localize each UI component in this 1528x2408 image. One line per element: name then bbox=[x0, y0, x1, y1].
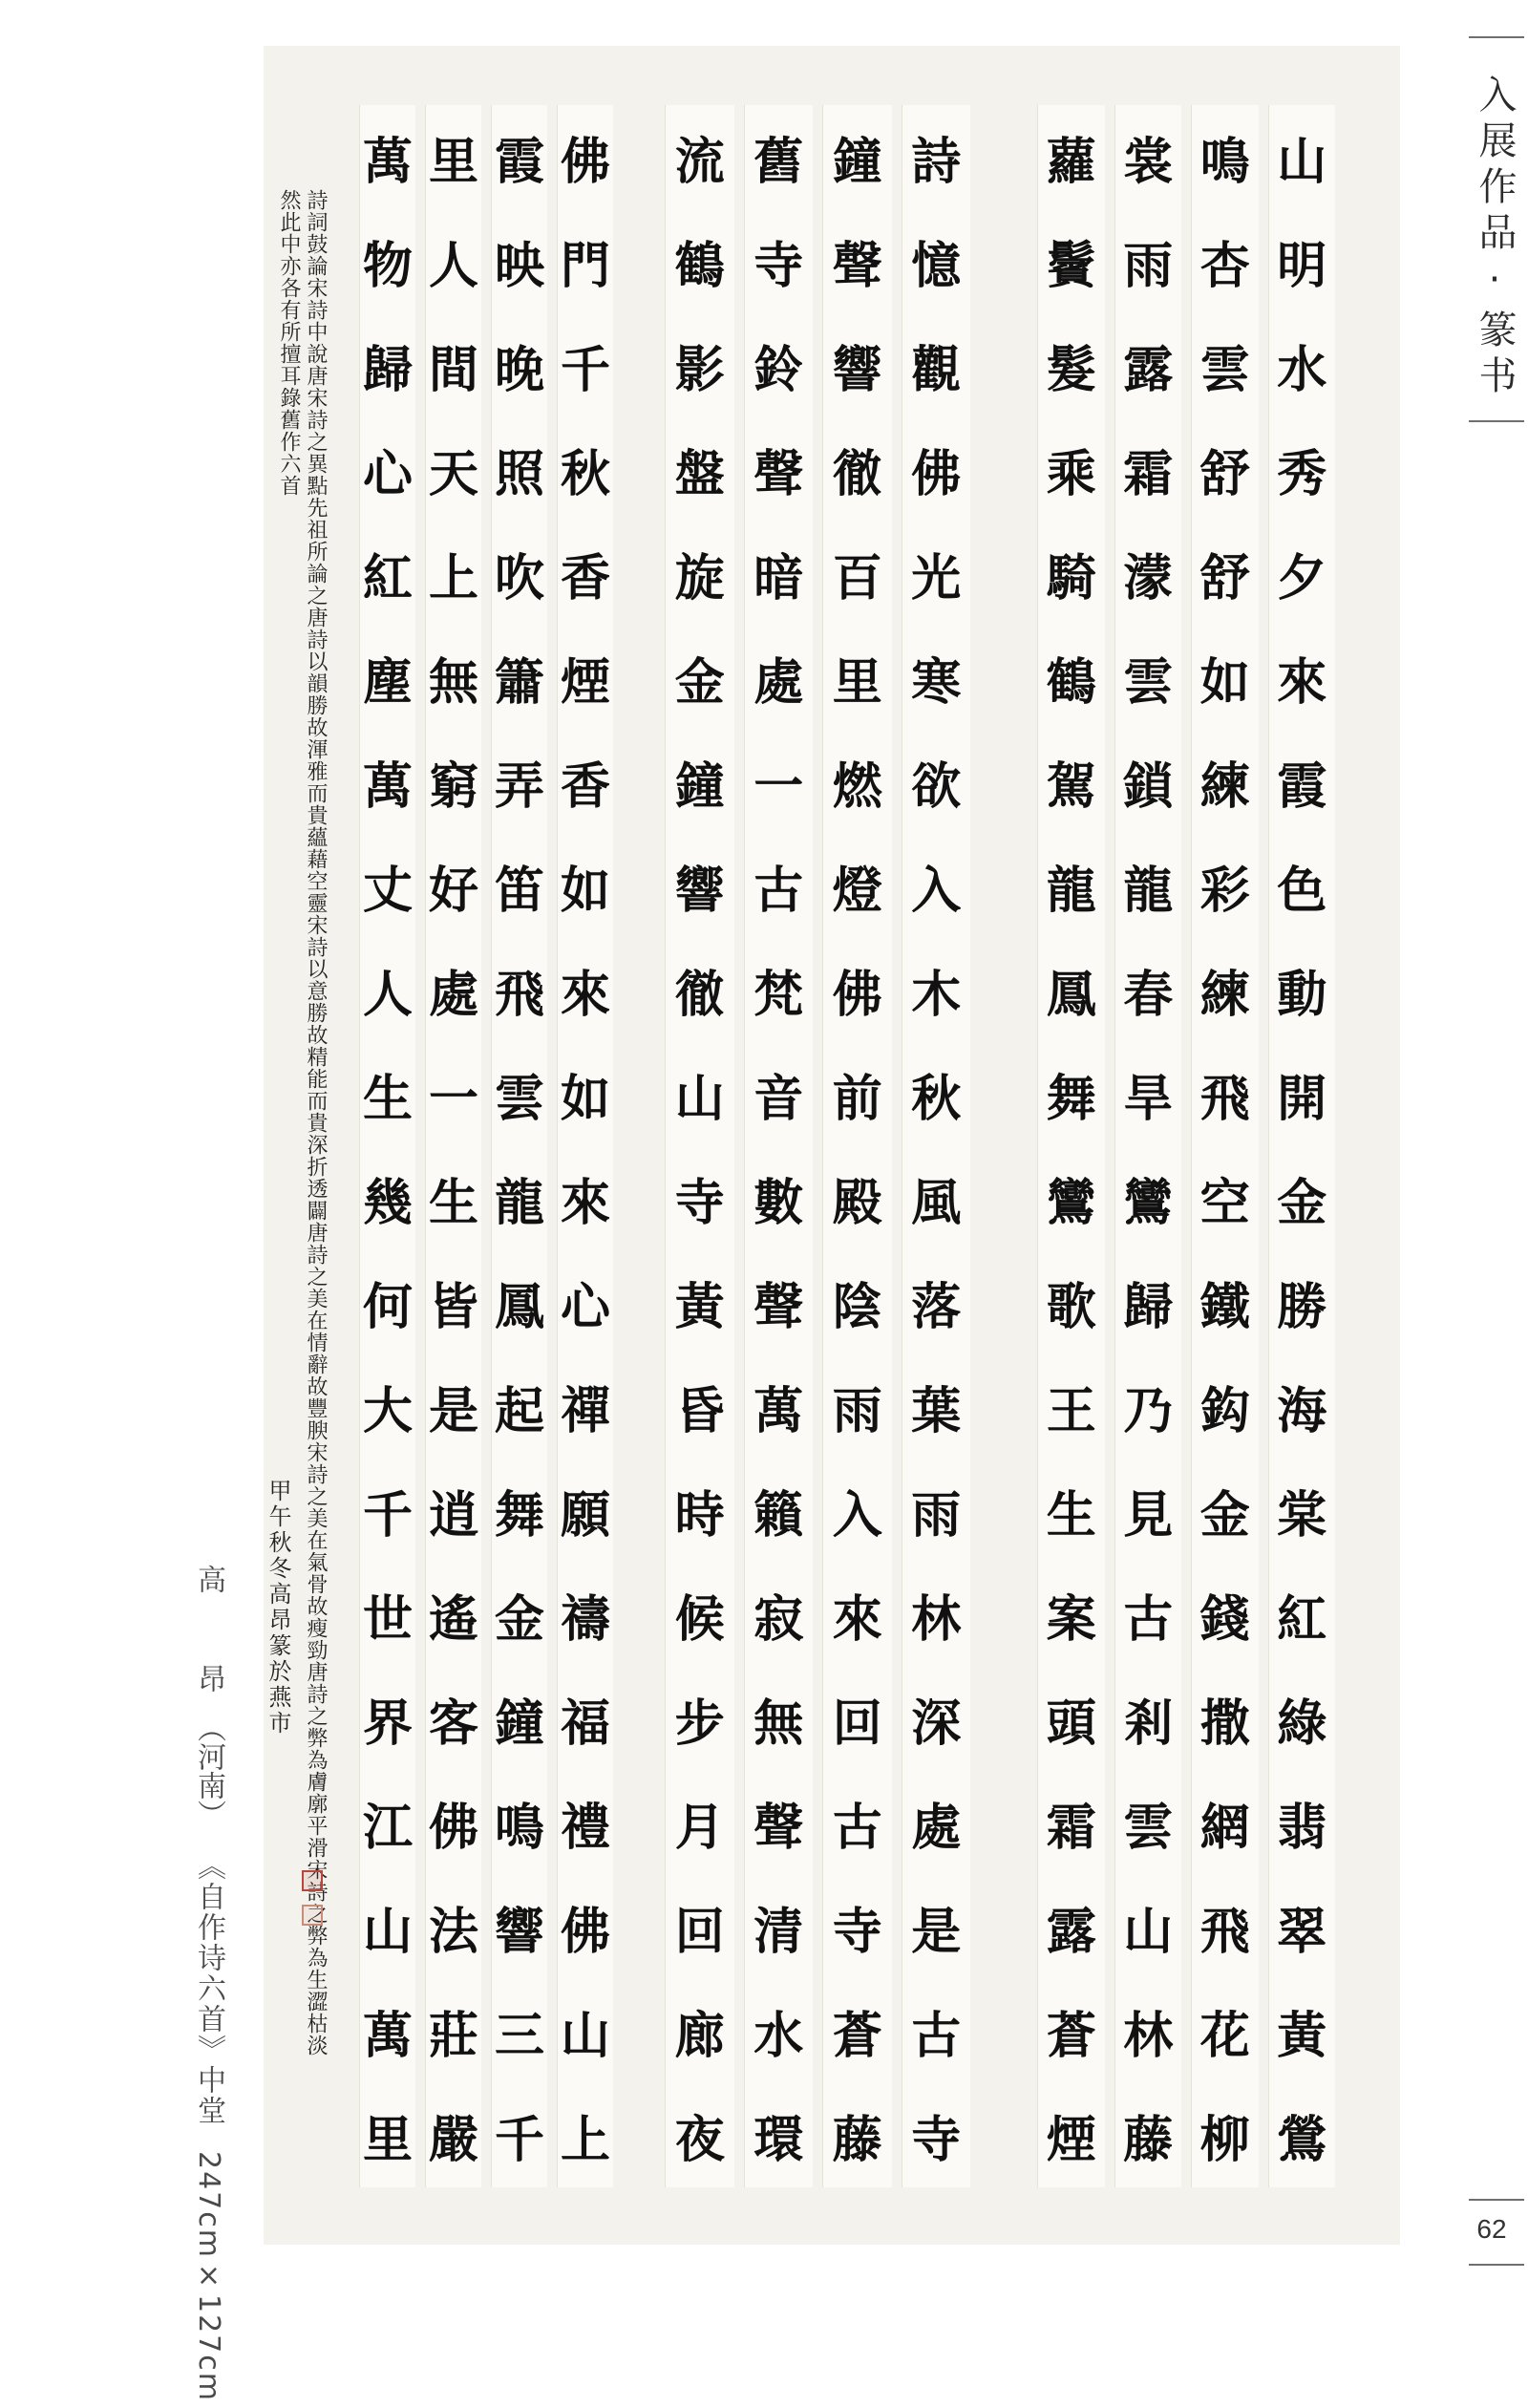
seal-script-glyph: 香 bbox=[557, 730, 613, 834]
seal-script-glyph: 上 bbox=[425, 522, 481, 626]
seal-script-glyph: 撒 bbox=[1191, 1667, 1259, 1771]
seal-script-glyph: 門 bbox=[557, 209, 613, 313]
seal-script-glyph: 里 bbox=[822, 626, 892, 730]
work-title: 《自作诗六首》中堂 bbox=[192, 1851, 225, 2126]
seal-script-glyph: 聲 bbox=[822, 209, 892, 313]
seal-script-glyph: 夜 bbox=[665, 2083, 734, 2187]
seal-script-glyph: 寺 bbox=[665, 1146, 734, 1250]
seal-script-glyph: 山 bbox=[665, 1042, 734, 1146]
seal-script-glyph: 雨 bbox=[1114, 209, 1182, 313]
seal-script-glyph: 欲 bbox=[902, 730, 971, 834]
seal-script-glyph: 天 bbox=[425, 417, 481, 522]
seal-script-glyph: 歌 bbox=[1037, 1250, 1105, 1354]
seal-script-glyph: 黃 bbox=[1268, 1979, 1336, 2083]
seal-script-glyph: 春 bbox=[1114, 938, 1182, 1042]
seal-script-glyph: 流 bbox=[665, 105, 734, 209]
seal-script-glyph: 萬 bbox=[359, 730, 415, 834]
seal-script-glyph: 寺 bbox=[822, 1875, 892, 1979]
seal-script-glyph: 鳴 bbox=[491, 1771, 547, 1875]
seal-script-glyph: 古 bbox=[902, 1979, 971, 2083]
artist-signature: 甲午秋冬高昂篆於燕市 bbox=[265, 1479, 291, 1737]
seal-script-glyph: 鈴 bbox=[744, 313, 814, 417]
seal-script-glyph: 映 bbox=[491, 209, 547, 313]
seal-script-glyph: 界 bbox=[359, 1667, 415, 1771]
seal-script-glyph: 霜 bbox=[1114, 417, 1182, 522]
seal-script-glyph: 塵 bbox=[359, 626, 415, 730]
seal-script-glyph: 好 bbox=[425, 834, 481, 938]
seal-script-glyph: 寺 bbox=[744, 209, 814, 313]
seal-script-glyph: 人 bbox=[359, 938, 415, 1042]
work-dimensions: 247cm×127cm bbox=[192, 2151, 225, 2402]
seal-script-glyph: 聲 bbox=[744, 1250, 814, 1354]
seal-script-glyph: 候 bbox=[665, 1563, 734, 1667]
seal-script-glyph: 盤 bbox=[665, 417, 734, 522]
seal-script-glyph: 陰 bbox=[822, 1250, 892, 1354]
seal-script-glyph: 翡 bbox=[1268, 1771, 1336, 1875]
seal-script-glyph: 客 bbox=[425, 1667, 481, 1771]
seal-script-glyph: 寺 bbox=[902, 2083, 971, 2187]
calligraphy-artwork bbox=[264, 46, 1400, 2245]
seal-script-glyph: 鐵 bbox=[1191, 1250, 1259, 1354]
seal-script-glyph: 無 bbox=[744, 1667, 814, 1771]
header-top-rule bbox=[1469, 36, 1524, 38]
seal-script-glyph: 響 bbox=[491, 1875, 547, 1979]
seal-script-glyph: 千 bbox=[557, 313, 613, 417]
seal-script-glyph: 煙 bbox=[1037, 2083, 1105, 2187]
seal-script-glyph: 歸 bbox=[359, 313, 415, 417]
seal-script-glyph: 里 bbox=[425, 105, 481, 209]
seal-script-glyph: 金 bbox=[665, 626, 734, 730]
seal-script-glyph: 林 bbox=[1114, 1979, 1182, 2083]
seal-script-glyph: 來 bbox=[557, 1146, 613, 1250]
seal-script-glyph: 佛 bbox=[557, 1875, 613, 1979]
seal-script-glyph: 雨 bbox=[822, 1354, 892, 1459]
seal-script-glyph: 綠 bbox=[1268, 1667, 1336, 1771]
seal-script-glyph: 寂 bbox=[744, 1563, 814, 1667]
seal-script-glyph: 騎 bbox=[1037, 522, 1105, 626]
seal-script-glyph: 來 bbox=[822, 1563, 892, 1667]
seal-script-glyph: 雲 bbox=[1114, 626, 1182, 730]
seal-script-glyph: 鈎 bbox=[1191, 1354, 1259, 1459]
work-caption-block bbox=[189, 1851, 227, 2402]
seal-script-glyph: 幾 bbox=[359, 1146, 415, 1250]
seal-script-glyph: 回 bbox=[665, 1875, 734, 1979]
seal-script-glyph: 簫 bbox=[491, 626, 547, 730]
seal-script-glyph: 鳴 bbox=[1191, 105, 1259, 209]
seal-script-glyph: 藤 bbox=[1114, 2083, 1182, 2187]
seal-script-glyph: 是 bbox=[425, 1354, 481, 1459]
seal-script-glyph: 籟 bbox=[744, 1459, 814, 1563]
seal-script-glyph: 花 bbox=[1191, 1979, 1259, 2083]
seal-script-glyph: 佛 bbox=[425, 1771, 481, 1875]
seal-script-glyph: 佛 bbox=[557, 105, 613, 209]
seal-script-glyph: 梵 bbox=[744, 938, 814, 1042]
seal-script-glyph: 王 bbox=[1037, 1354, 1105, 1459]
inscription-text: 詩詞鼓論宋詩中說唐宋詩之異點先祖所論之唐詩以韻勝故渾雅而貴蘊藉空靈宋詩以意勝故精能而貴深折透闢唐詩之美在情辭故豐腴宋詩之美在氣骨故瘦勁唐詩之弊為膚廓平滑宋詩之弊為生澀枯淡然此中亦各有所擅耳錄舊作六首 bbox=[277, 189, 328, 2056]
seal-script-glyph: 處 bbox=[744, 626, 814, 730]
seal-script-glyph: 香 bbox=[557, 522, 613, 626]
seal-script-glyph: 吹 bbox=[491, 522, 547, 626]
seal-script-glyph: 江 bbox=[359, 1771, 415, 1875]
seal-script-glyph: 乘 bbox=[1037, 417, 1105, 522]
seal-script-glyph: 勝 bbox=[1268, 1250, 1336, 1354]
seal-script-glyph: 心 bbox=[557, 1250, 613, 1354]
seal-script-glyph: 何 bbox=[359, 1250, 415, 1354]
seal-script-glyph: 黃 bbox=[665, 1250, 734, 1354]
seal-script-glyph: 寒 bbox=[902, 626, 971, 730]
seal-script-glyph: 舞 bbox=[1037, 1042, 1105, 1146]
seal-script-glyph: 暗 bbox=[744, 522, 814, 626]
seal-script-glyph: 入 bbox=[822, 1459, 892, 1563]
seal-script-glyph: 晚 bbox=[491, 313, 547, 417]
page-number-top-rule bbox=[1469, 2199, 1524, 2201]
seal-script-glyph: 古 bbox=[1114, 1563, 1182, 1667]
seal-script-glyph: 柳 bbox=[1191, 2083, 1259, 2187]
page-number: 62 bbox=[1476, 2214, 1507, 2244]
seal-script-glyph: 古 bbox=[744, 834, 814, 938]
seal-script-glyph: 萬 bbox=[744, 1354, 814, 1459]
seal-script-glyph: 深 bbox=[902, 1667, 971, 1771]
seal-script-glyph: 鶯 bbox=[1268, 2083, 1336, 2187]
seal-script-glyph: 佛 bbox=[822, 938, 892, 1042]
seal-script-glyph: 生 bbox=[425, 1146, 481, 1250]
seal-script-glyph: 棠 bbox=[1268, 1459, 1336, 1563]
seal-script-glyph: 里 bbox=[359, 2083, 415, 2187]
seal-script-glyph: 紅 bbox=[359, 522, 415, 626]
seal-script-glyph: 鐘 bbox=[665, 730, 734, 834]
seal-script-glyph: 數 bbox=[744, 1146, 814, 1250]
seal-script-glyph: 風 bbox=[902, 1146, 971, 1250]
seal-script-glyph: 逍 bbox=[425, 1459, 481, 1563]
calligraphy-panel-left bbox=[359, 105, 613, 2187]
seal-script-glyph: 聲 bbox=[744, 417, 814, 522]
seal-script-glyph: 木 bbox=[902, 938, 971, 1042]
seal-script-glyph: 翠 bbox=[1268, 1875, 1336, 1979]
seal-script-glyph: 旋 bbox=[665, 522, 734, 626]
seal-script-glyph: 海 bbox=[1268, 1354, 1336, 1459]
seal-script-glyph: 空 bbox=[1191, 1146, 1259, 1250]
seal-script-glyph: 如 bbox=[1191, 626, 1259, 730]
seal-script-glyph: 音 bbox=[744, 1042, 814, 1146]
seal-script-glyph: 夕 bbox=[1268, 522, 1336, 626]
seal-script-glyph: 旱 bbox=[1114, 1042, 1182, 1146]
seal-script-glyph: 開 bbox=[1268, 1042, 1336, 1146]
seal-script-glyph: 飛 bbox=[1191, 1042, 1259, 1146]
seal-script-glyph: 葉 bbox=[902, 1354, 971, 1459]
calligraphy-panel-middle bbox=[665, 105, 970, 2187]
seal-script-glyph: 案 bbox=[1037, 1563, 1105, 1667]
seal-script-glyph: 無 bbox=[425, 626, 481, 730]
seal-script-glyph: 霜 bbox=[1037, 1771, 1105, 1875]
seal-script-glyph: 禮 bbox=[557, 1771, 613, 1875]
seal-script-glyph: 鬢 bbox=[1037, 209, 1105, 313]
seal-script-glyph: 詩 bbox=[902, 105, 971, 209]
seal-script-glyph: 鳳 bbox=[491, 1250, 547, 1354]
seal-script-glyph: 遙 bbox=[425, 1563, 481, 1667]
seal-script-glyph: 鐘 bbox=[491, 1667, 547, 1771]
seal-script-glyph: 龍 bbox=[491, 1146, 547, 1250]
seal-script-glyph: 一 bbox=[744, 730, 814, 834]
seal-script-glyph: 錢 bbox=[1191, 1563, 1259, 1667]
seal-script-glyph: 人 bbox=[425, 209, 481, 313]
seal-script-glyph: 水 bbox=[1268, 313, 1336, 417]
seal-script-glyph: 鸞 bbox=[1037, 1146, 1105, 1250]
seal-script-glyph: 鐘 bbox=[822, 105, 892, 209]
seal-script-glyph: 色 bbox=[1268, 834, 1336, 938]
seal-script-glyph: 影 bbox=[665, 313, 734, 417]
seal-script-glyph: 前 bbox=[822, 1042, 892, 1146]
seal-script-glyph: 如 bbox=[557, 834, 613, 938]
seal-script-glyph: 萬 bbox=[359, 105, 415, 209]
seal-script-glyph: 雲 bbox=[491, 1042, 547, 1146]
seal-script-glyph: 弄 bbox=[491, 730, 547, 834]
artist-province: （河南） bbox=[192, 1714, 225, 1828]
seal-script-glyph: 清 bbox=[744, 1875, 814, 1979]
seal-script-glyph: 殿 bbox=[822, 1146, 892, 1250]
seal-script-glyph: 雲 bbox=[1114, 1771, 1182, 1875]
seal-script-glyph: 舒 bbox=[1191, 417, 1259, 522]
seal-script-glyph: 如 bbox=[557, 1042, 613, 1146]
seal-script-glyph: 落 bbox=[902, 1250, 971, 1354]
seal-script-glyph: 駕 bbox=[1037, 730, 1105, 834]
seal-script-glyph: 物 bbox=[359, 209, 415, 313]
seal-script-glyph: 明 bbox=[1268, 209, 1336, 313]
section-title: 入展作品·篆书 bbox=[1473, 75, 1517, 401]
seal-script-glyph: 山 bbox=[359, 1875, 415, 1979]
seal-script-glyph: 藤 bbox=[822, 2083, 892, 2187]
seal-script-glyph: 燃 bbox=[822, 730, 892, 834]
seal-script-glyph: 煙 bbox=[557, 626, 613, 730]
seal-script-glyph: 山 bbox=[1114, 1875, 1182, 1979]
seal-script-glyph: 網 bbox=[1191, 1771, 1259, 1875]
seal-script-glyph: 禪 bbox=[557, 1354, 613, 1459]
seal-script-glyph: 照 bbox=[491, 417, 547, 522]
seal-script-glyph: 秀 bbox=[1268, 417, 1336, 522]
seal-script-glyph: 笛 bbox=[491, 834, 547, 938]
seal-script-glyph: 飛 bbox=[491, 938, 547, 1042]
seal-script-glyph: 水 bbox=[744, 1979, 814, 2083]
seal-script-glyph: 嚴 bbox=[425, 2083, 481, 2187]
seal-script-glyph: 頭 bbox=[1037, 1667, 1105, 1771]
seal-script-glyph: 昏 bbox=[665, 1354, 734, 1459]
seal-script-glyph: 一 bbox=[425, 1042, 481, 1146]
seal-script-glyph: 起 bbox=[491, 1354, 547, 1459]
seal-script-glyph: 入 bbox=[902, 834, 971, 938]
seal-script-glyph: 髮 bbox=[1037, 313, 1105, 417]
seal-script-glyph: 鳳 bbox=[1037, 938, 1105, 1042]
seal-script-glyph: 霞 bbox=[1268, 730, 1336, 834]
seal-script-glyph: 皆 bbox=[425, 1250, 481, 1354]
seal-script-glyph: 大 bbox=[359, 1354, 415, 1459]
seal-script-glyph: 徹 bbox=[665, 938, 734, 1042]
seal-script-glyph: 來 bbox=[1268, 626, 1336, 730]
seal-script-glyph: 濛 bbox=[1114, 522, 1182, 626]
seal-script-glyph: 鶴 bbox=[1037, 626, 1105, 730]
seal-script-glyph: 動 bbox=[1268, 938, 1336, 1042]
artist-seal-secondary-icon bbox=[302, 1905, 323, 1926]
page-number-bottom-rule bbox=[1469, 2264, 1524, 2266]
seal-script-glyph: 願 bbox=[557, 1459, 613, 1563]
seal-script-glyph: 觀 bbox=[902, 313, 971, 417]
seal-script-glyph: 燈 bbox=[822, 834, 892, 938]
seal-script-glyph: 雨 bbox=[902, 1459, 971, 1563]
seal-script-glyph: 蒼 bbox=[1037, 1979, 1105, 2083]
seal-script-glyph: 窮 bbox=[425, 730, 481, 834]
seal-script-glyph: 法 bbox=[425, 1875, 481, 1979]
seal-script-glyph: 聲 bbox=[744, 1771, 814, 1875]
seal-script-glyph: 憶 bbox=[902, 209, 971, 313]
seal-script-glyph: 歸 bbox=[1114, 1250, 1182, 1354]
seal-script-glyph: 舊 bbox=[744, 105, 814, 209]
seal-script-glyph: 萬 bbox=[359, 1979, 415, 2083]
seal-script-glyph: 世 bbox=[359, 1563, 415, 1667]
seal-script-glyph: 舞 bbox=[491, 1459, 547, 1563]
seal-script-glyph: 是 bbox=[902, 1875, 971, 1979]
seal-script-glyph: 山 bbox=[1268, 105, 1336, 209]
seal-script-glyph: 露 bbox=[1114, 313, 1182, 417]
seal-script-glyph: 間 bbox=[425, 313, 481, 417]
artist-caption bbox=[189, 1565, 227, 1828]
seal-script-glyph: 百 bbox=[822, 522, 892, 626]
seal-script-glyph: 丈 bbox=[359, 834, 415, 938]
seal-script-glyph: 秋 bbox=[902, 1042, 971, 1146]
calligraphy-panel-right bbox=[1037, 105, 1335, 2187]
seal-script-glyph: 廊 bbox=[665, 1979, 734, 2083]
seal-script-glyph: 龍 bbox=[1114, 834, 1182, 938]
seal-script-glyph: 裳 bbox=[1114, 105, 1182, 209]
seal-script-glyph: 露 bbox=[1037, 1875, 1105, 1979]
seal-script-glyph: 莊 bbox=[425, 1979, 481, 2083]
seal-script-glyph: 來 bbox=[557, 938, 613, 1042]
seal-script-glyph: 處 bbox=[902, 1771, 971, 1875]
seal-script-glyph: 飛 bbox=[1191, 1875, 1259, 1979]
seal-script-glyph: 上 bbox=[557, 2083, 613, 2187]
seal-script-glyph: 生 bbox=[1037, 1459, 1105, 1563]
seal-script-glyph: 雲 bbox=[1191, 313, 1259, 417]
seal-script-glyph: 響 bbox=[822, 313, 892, 417]
seal-script-glyph: 月 bbox=[665, 1771, 734, 1875]
seal-script-glyph: 金 bbox=[1268, 1146, 1336, 1250]
seal-script-glyph: 金 bbox=[491, 1563, 547, 1667]
seal-script-glyph: 紅 bbox=[1268, 1563, 1336, 1667]
seal-script-glyph: 生 bbox=[359, 1042, 415, 1146]
seal-script-glyph: 山 bbox=[557, 1979, 613, 2083]
seal-script-glyph: 時 bbox=[665, 1459, 734, 1563]
seal-script-glyph: 蘿 bbox=[1037, 105, 1105, 209]
seal-script-glyph: 禱 bbox=[557, 1563, 613, 1667]
seal-script-glyph: 鸞 bbox=[1114, 1146, 1182, 1250]
seal-script-glyph: 剎 bbox=[1114, 1667, 1182, 1771]
seal-script-glyph: 杏 bbox=[1191, 209, 1259, 313]
seal-script-glyph: 佛 bbox=[902, 417, 971, 522]
seal-script-glyph: 步 bbox=[665, 1667, 734, 1771]
artist-seal-icon bbox=[302, 1870, 323, 1891]
seal-script-glyph: 光 bbox=[902, 522, 971, 626]
seal-script-glyph: 練 bbox=[1191, 730, 1259, 834]
seal-script-glyph: 徹 bbox=[822, 417, 892, 522]
seal-script-glyph: 彩 bbox=[1191, 834, 1259, 938]
seal-script-glyph: 林 bbox=[902, 1563, 971, 1667]
seal-script-glyph: 處 bbox=[425, 938, 481, 1042]
seal-script-glyph: 回 bbox=[822, 1667, 892, 1771]
seal-script-glyph: 心 bbox=[359, 417, 415, 522]
seal-script-glyph: 千 bbox=[359, 1459, 415, 1563]
seal-script-glyph: 龍 bbox=[1037, 834, 1105, 938]
seal-script-glyph: 秋 bbox=[557, 417, 613, 522]
seal-script-glyph: 舒 bbox=[1191, 522, 1259, 626]
seal-script-glyph: 霞 bbox=[491, 105, 547, 209]
seal-script-glyph: 千 bbox=[491, 2083, 547, 2187]
seal-script-glyph: 福 bbox=[557, 1667, 613, 1771]
seal-script-glyph: 練 bbox=[1191, 938, 1259, 1042]
seal-script-glyph: 環 bbox=[744, 2083, 814, 2187]
seal-script-glyph: 古 bbox=[822, 1771, 892, 1875]
seal-script-glyph: 蒼 bbox=[822, 1979, 892, 2083]
artist-name: 高 昂 bbox=[192, 1565, 225, 1714]
seal-script-glyph: 三 bbox=[491, 1979, 547, 2083]
seal-script-glyph: 鎖 bbox=[1114, 730, 1182, 834]
header-bottom-rule bbox=[1469, 420, 1524, 422]
seal-script-glyph: 見 bbox=[1114, 1459, 1182, 1563]
seal-script-glyph: 金 bbox=[1191, 1459, 1259, 1563]
seal-script-glyph: 乃 bbox=[1114, 1354, 1182, 1459]
seal-script-glyph: 鶴 bbox=[665, 209, 734, 313]
seal-script-glyph: 響 bbox=[665, 834, 734, 938]
